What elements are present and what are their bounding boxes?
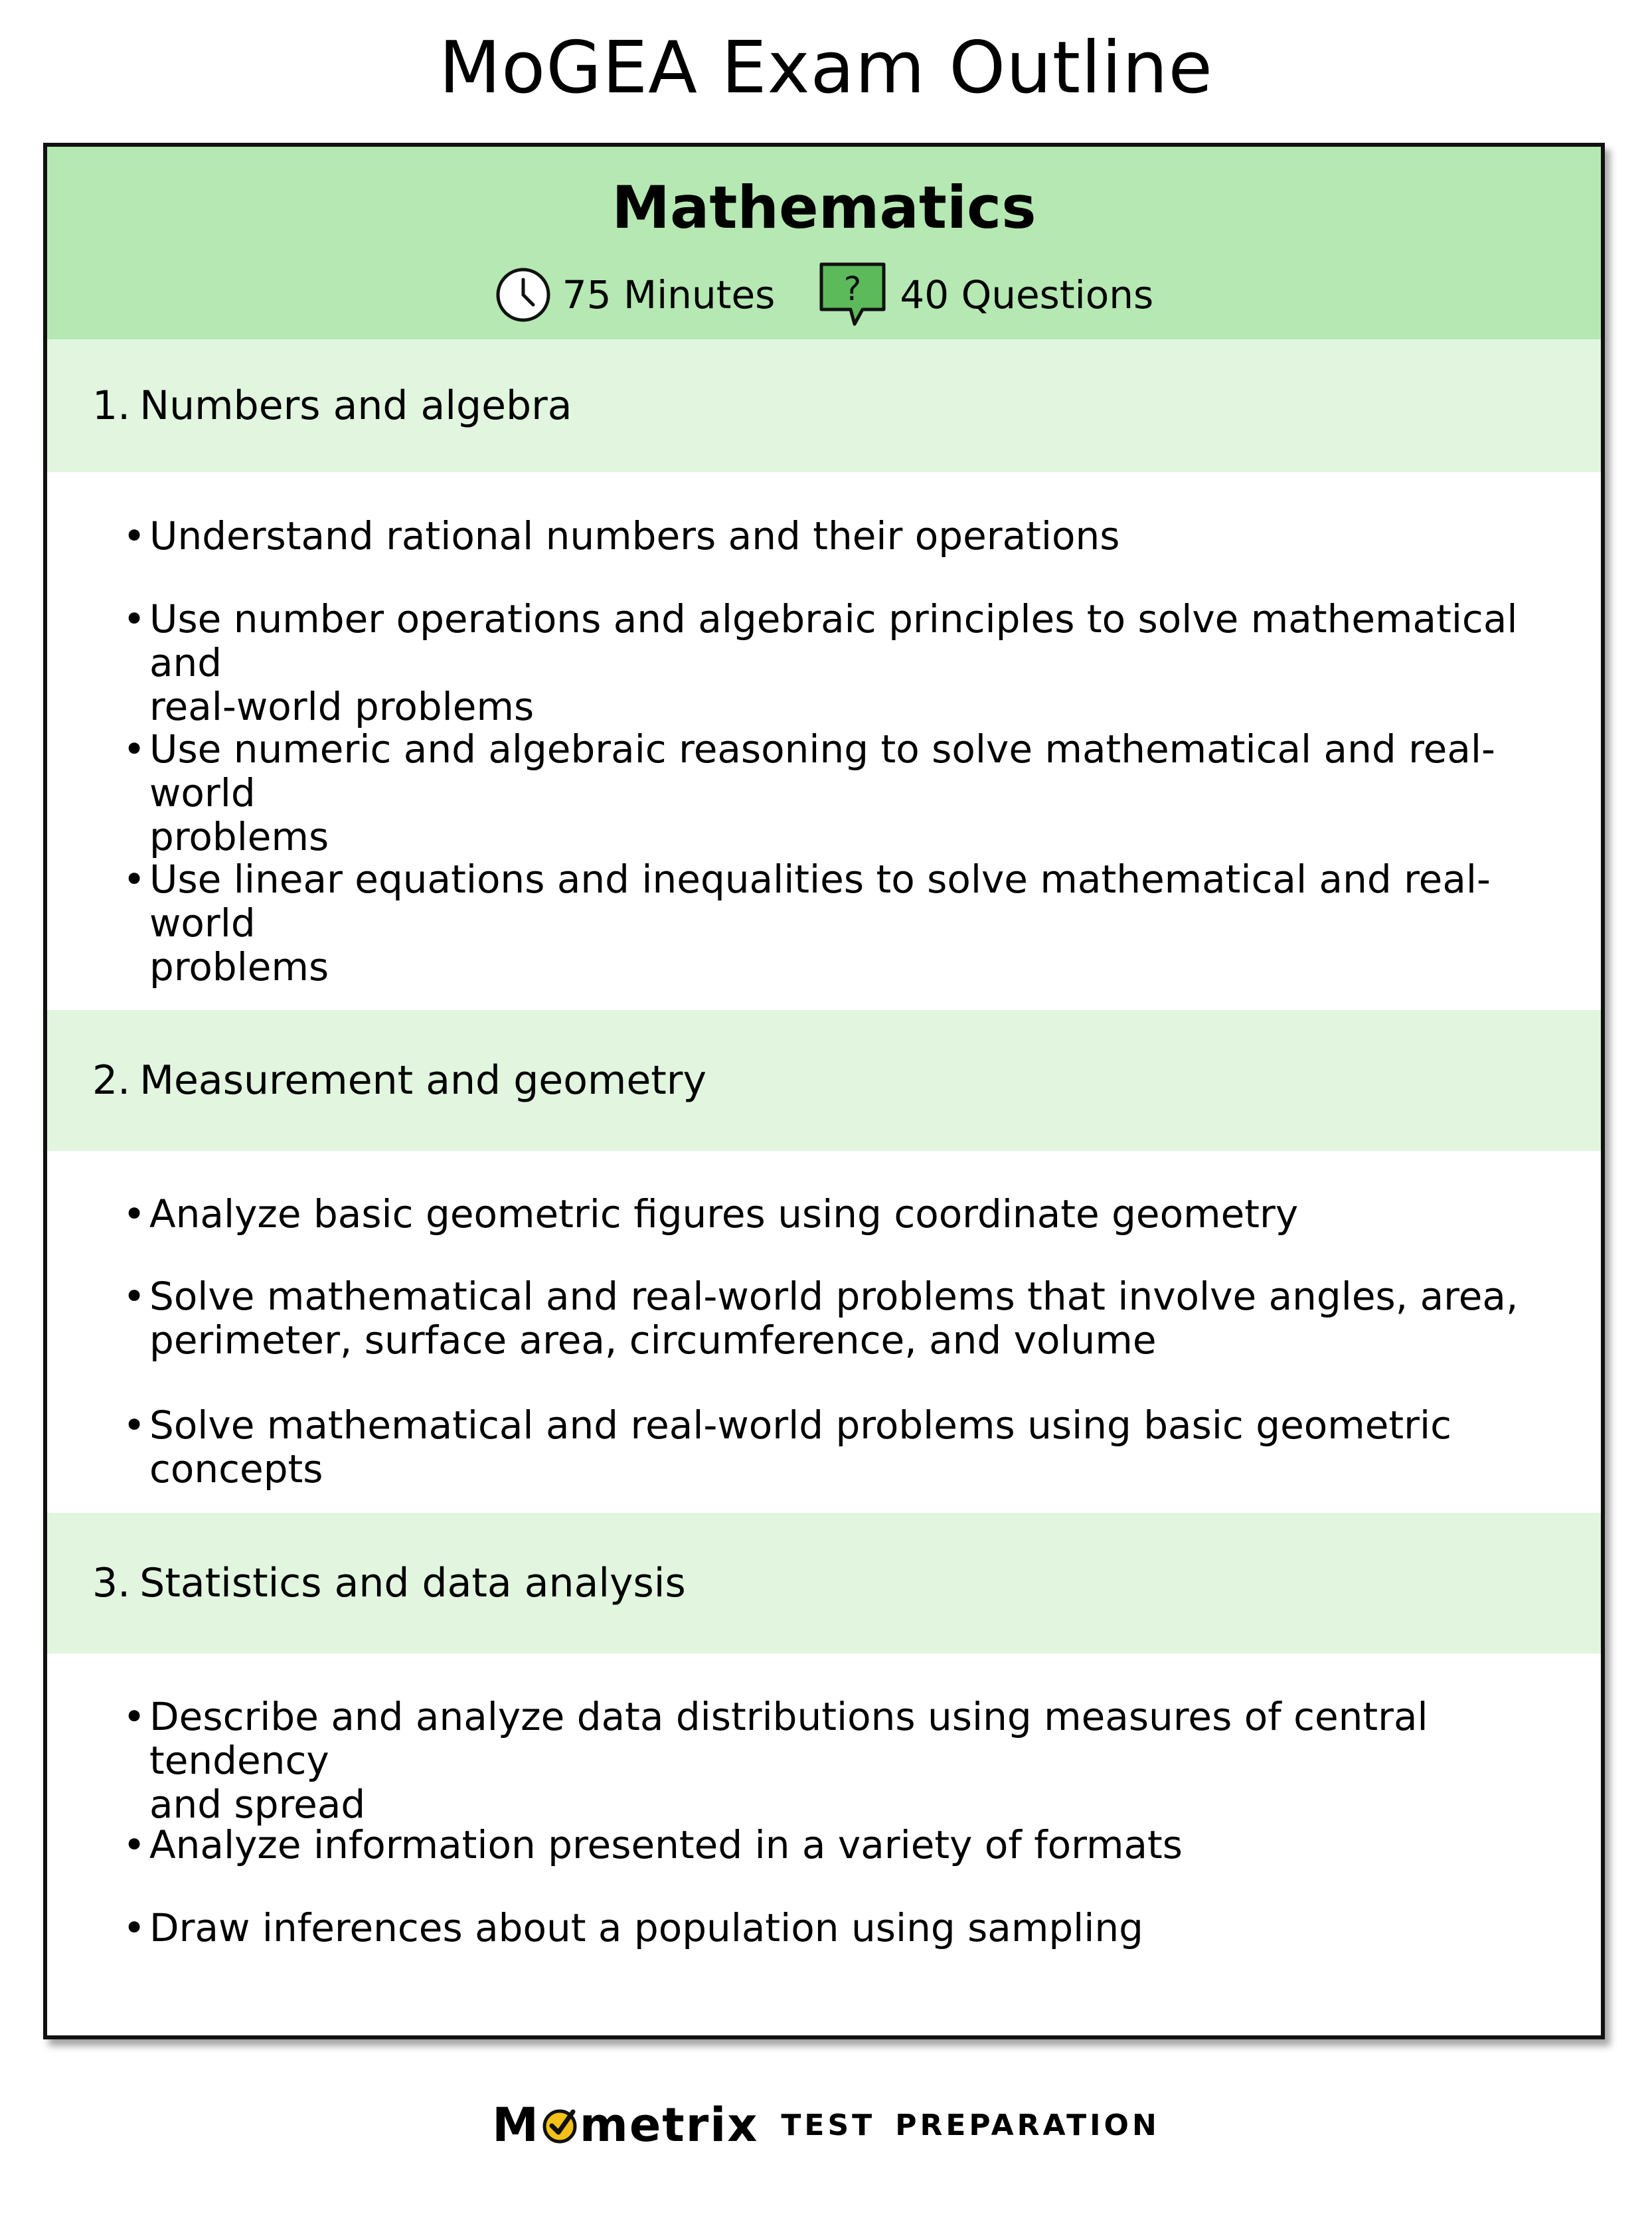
section-title: Measurement and geometry bbox=[139, 1057, 706, 1104]
time-label: 75 Minutes bbox=[562, 272, 776, 317]
exam-outline-card bbox=[43, 143, 1605, 2039]
list-item: • Analyze basic geometric figures using coordinate geometry bbox=[123, 1191, 1299, 1237]
subject-header bbox=[47, 147, 1601, 341]
section-items-measurement-geometry bbox=[47, 1151, 1601, 1523]
section-header-numbers-algebra bbox=[47, 339, 1601, 472]
clock-icon bbox=[495, 266, 552, 323]
question-mark-glyph: ? bbox=[844, 270, 862, 308]
section-items-numbers-algebra bbox=[47, 472, 1601, 989]
list-item: • Analyze information presented in a variety of formats bbox=[123, 1822, 1183, 1867]
question-bubble-icon bbox=[816, 260, 889, 329]
list-item: • Solve mathematical and real-world problems that involve angles, area, perimeter, surface area, circumference, and volume bbox=[123, 1274, 1519, 1363]
mometrix-logo bbox=[0, 2092, 1652, 2158]
exam-meta bbox=[47, 258, 1601, 331]
list-item: • Use number operations and algebraic principles to solve mathematical and real-world problems bbox=[123, 596, 1518, 729]
section-items-statistics bbox=[47, 1654, 1601, 2032]
questions-info bbox=[816, 260, 1153, 329]
questions-label: 40 Questions bbox=[900, 272, 1154, 317]
section-title: Statistics and data analysis bbox=[139, 1560, 686, 1606]
brand-name: M metrix bbox=[492, 2098, 759, 2152]
time-info bbox=[495, 266, 776, 323]
section-header-measurement-geometry bbox=[47, 1010, 1601, 1151]
section-title: Numbers and algebra bbox=[139, 383, 572, 429]
brand-tagline: TEST PREPARATION bbox=[781, 2108, 1160, 2142]
section-number: 3. bbox=[92, 1560, 131, 1606]
page-title: MoGEA Exam Outline bbox=[439, 27, 1213, 110]
section-number: 2. bbox=[92, 1057, 131, 1104]
section-number: 1. bbox=[92, 383, 131, 429]
check-circle-icon bbox=[541, 2106, 578, 2144]
list-item: • Use linear equations and inequalities to solve mathematical and real-world problems bbox=[123, 857, 1491, 989]
list-item: • Use numeric and algebraic reasoning to solve mathematical and real-world problems bbox=[123, 726, 1495, 859]
list-item: • Describe and analyze data distributions using measures of central tendency and spread bbox=[123, 1694, 1428, 1827]
list-item: • Draw inferences about a population using sampling bbox=[123, 1905, 1143, 1950]
list-item: • Solve mathematical and real-world problems using basic geometric concepts bbox=[123, 1403, 1452, 1492]
section-header-statistics bbox=[47, 1513, 1601, 1654]
list-item: • Understand rational numbers and their operations bbox=[123, 513, 1120, 558]
subject-title: Mathematics bbox=[612, 173, 1036, 242]
